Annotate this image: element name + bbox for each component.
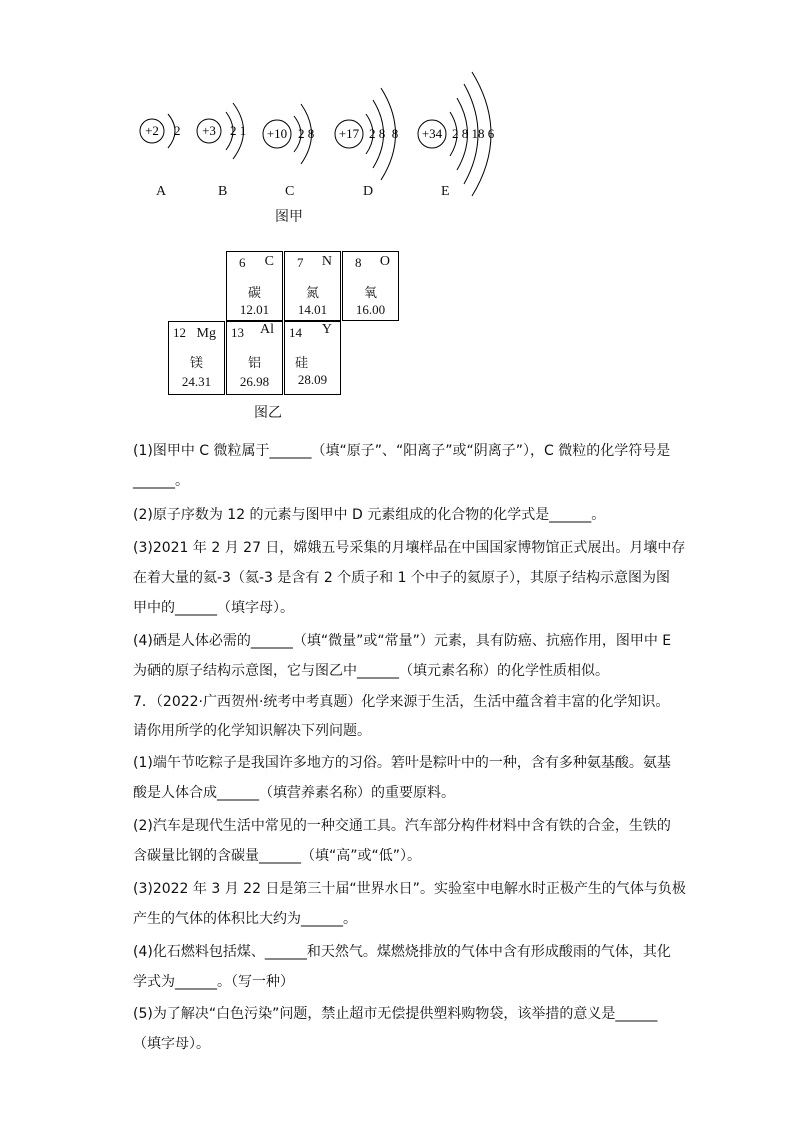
- question-line: 含碳量比钢的含碳量______（填“高”或“低”）。: [133, 848, 422, 864]
- atom-diagram-b: [197, 103, 246, 159]
- element-mass: 14.01: [297, 302, 328, 317]
- question-line: 在着大量的氦-3（氦-3 是含有 2 个质子和 1 个中子的氦原子），其原子结构示意图为图: [133, 570, 670, 586]
- element-symbol: Al: [260, 322, 274, 337]
- element-mass: 24.31: [181, 374, 212, 389]
- element-cell-c: [226, 251, 283, 321]
- element-number: 14: [289, 325, 302, 340]
- question-line: (2)汽车是现代生活中常见的一种交通工具。汽车部分构件材料中含有铁的合金，生铁的: [133, 818, 671, 834]
- question-line: (5)为了解决“白色污染”问题，禁止超市无偿提供塑料购物袋，该举措的意义是______: [133, 1006, 658, 1022]
- question-line: ______。: [133, 473, 189, 489]
- question-line: (3)2021 年 2 月 27 日，嫦娥五号采集的月壤样品在中国国家博物馆正式展出。月壤中存: [133, 540, 686, 556]
- element-mass: 28.09: [297, 372, 328, 387]
- question-line: (1)端午节吃粽子是我国许多地方的习俗。箬叶是粽叶中的一种，含有多种氨基酸。氨基: [133, 755, 671, 771]
- element-symbol: Mg: [196, 326, 216, 341]
- element-number: 6: [239, 255, 246, 270]
- atom-diagram-d: [335, 88, 398, 180]
- figure-a-caption: 图甲: [275, 209, 303, 225]
- atom-diagram-a: [140, 114, 181, 148]
- element-symbol: O: [379, 254, 390, 269]
- element-cell-mg: [168, 321, 225, 395]
- atom-structure-diagrams: [0, 0, 794, 230]
- question-line: 甲中的______（填字母）。: [133, 600, 294, 616]
- element-symbol: C: [264, 254, 274, 269]
- element-mass: 26.98: [239, 374, 270, 389]
- question-line: （填字母）。: [133, 1036, 210, 1052]
- atom-d-nucleus: +17: [338, 126, 360, 141]
- atom-c-nucleus: +10: [266, 126, 288, 141]
- element-mass: 12.01: [239, 302, 270, 317]
- atom-diagram-e: [418, 72, 495, 196]
- atom-label-e: E: [441, 184, 450, 199]
- question-line: 请你用所学的化学知识解决下列问题。: [133, 723, 371, 739]
- element-number: 13: [231, 325, 244, 340]
- element-number: 8: [355, 255, 362, 270]
- atom-b-electrons: 2 1: [230, 123, 247, 138]
- figure-b-caption: 图乙: [254, 405, 282, 421]
- element-number: 12: [173, 325, 186, 340]
- element-symbol: Y: [321, 322, 332, 337]
- question-line: (3)2022 年 3 月 22 日是第三十届“世界水日”。实验室中电解水时正极产生的气体与负极: [133, 881, 686, 897]
- atom-e-nucleus: +34: [421, 126, 443, 141]
- question-line: 为硒的原子结构示意图，它与图乙中______（填元素名称）的化学性质相似。: [133, 663, 609, 679]
- element-cell-y: [284, 321, 341, 395]
- element-name: 氧: [363, 286, 377, 301]
- atom-diagram-c: [263, 104, 314, 164]
- question-line: (4)硒是人体必需的______（填“微量”或“常量”）元素，具有防癌、抗癌作用，图甲中 E: [133, 633, 672, 649]
- element-mass: 16.00: [355, 302, 386, 317]
- element-name: 碳: [247, 286, 261, 301]
- atom-label-b: B: [218, 184, 228, 199]
- question-heading: 7．（2022·广西贺州·统考中考真题）化学来源于生活，生活中蕴含着丰富的化学知识。: [133, 694, 670, 710]
- atom-b-nucleus: +3: [202, 123, 216, 138]
- element-cell-o: [342, 251, 399, 321]
- atom-c-electrons: 2 8: [298, 126, 315, 141]
- element-name: 镁: [189, 356, 203, 371]
- question-line: (1)图甲中 C 微粒属于______（填“原子”、“阳离子”或“阴离子”），C 微粒的化学符号是: [133, 443, 671, 459]
- element-cell-al: [226, 321, 283, 395]
- atom-label-d: D: [363, 184, 374, 199]
- atom-label-a: A: [156, 184, 167, 199]
- question-line: (4)化石燃料包括煤、______和天然气。煤燃烧排放的气体中含有形成酸雨的气体，其化: [133, 944, 671, 960]
- atom-label-c: C: [285, 184, 295, 199]
- element-cell-n: [284, 251, 341, 321]
- question-line: 产生的气体的体积比大约为______。: [133, 911, 357, 927]
- element-name: 铝: [247, 356, 261, 371]
- question-line: (2)原子序数为 12 的元素与图甲中 D 元素组成的化合物的化学式是______。: [133, 507, 606, 523]
- element-symbol: N: [321, 254, 332, 269]
- element-name: 硅: [295, 356, 309, 371]
- atom-d-electrons: 2 8 8: [369, 126, 399, 141]
- question-line: 学式为______。（写一种）: [133, 974, 294, 990]
- element-name: 氮: [305, 286, 319, 301]
- atom-e-electrons: 2 8 18 6: [452, 126, 495, 141]
- element-number: 7: [297, 255, 304, 270]
- atom-a-nucleus: +2: [145, 123, 159, 138]
- atom-a-electrons: 2: [174, 123, 181, 138]
- question-line: 酸是人体合成______（填营养素名称）的重要原料。: [133, 785, 455, 801]
